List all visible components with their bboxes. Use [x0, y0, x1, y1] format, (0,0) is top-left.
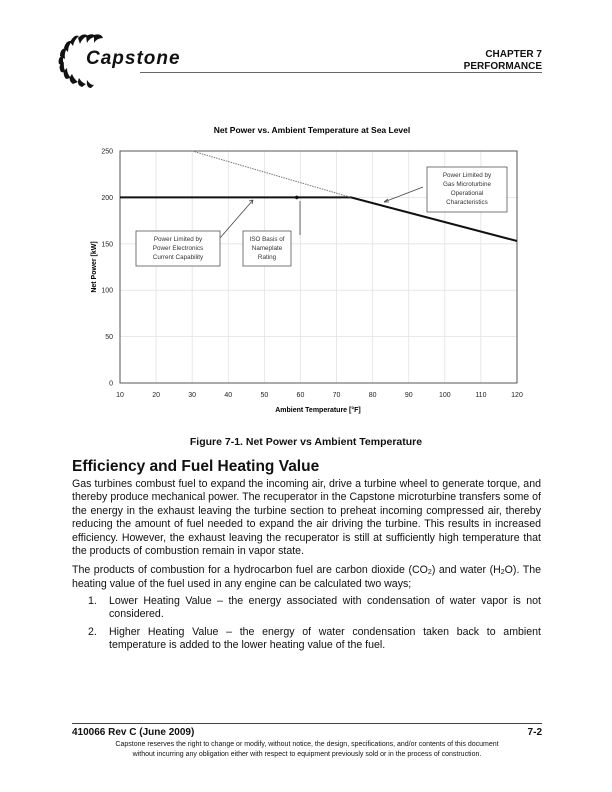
list-item-lhv [88, 595, 541, 622]
footer-disclaimer [72, 740, 542, 759]
footer-divider [72, 723, 542, 724]
svg-text:150: 150 [101, 241, 113, 249]
logo-text: Capstone [86, 48, 181, 69]
x-axis-ticks [116, 392, 523, 399]
chart-title: Net Power vs. Ambient Temperature at Sea Level [213, 125, 411, 135]
svg-text:250: 250 [101, 148, 113, 156]
svg-text:Gas Microturbine: Gas Microturbine [443, 181, 491, 188]
text-run: The products of combustion for a hydrocarbon fuel are carbon dioxide (CO [72, 564, 428, 576]
list-number: 1. [88, 595, 97, 607]
svg-text:Power Electronics: Power Electronics [152, 245, 204, 252]
svg-text:50: 50 [260, 392, 269, 399]
annotation-arrows [220, 187, 423, 238]
chapter-heading [464, 49, 542, 73]
net-power-chart [60, 115, 550, 425]
text-run: O). The heating value of the fuel used in any engine can be calculated two ways; [72, 564, 541, 591]
list-text: Lower Heating Value – the energy associated with condensation of water vapor is not considered. [109, 595, 541, 621]
svg-text:110: 110 [475, 392, 487, 399]
disclaimer-line: Capstone reserves the right to change or modify, without notice, the design, specifications, and/or contents of this document [115, 741, 499, 748]
annotation-boxes [136, 167, 507, 266]
svg-text:120: 120 [511, 392, 523, 399]
svg-text:100: 100 [101, 287, 113, 295]
x-axis-label: Ambient Temperature [°F] [275, 407, 361, 414]
y-axis-label: Net Power [kW] [91, 241, 98, 293]
subscript: 2 [427, 569, 432, 576]
page-number: 7-2 [527, 727, 542, 738]
chapter-title: PERFORMANCE [463, 61, 542, 72]
svg-text:Current Capability: Current Capability [152, 254, 204, 261]
svg-text:20: 20 [152, 392, 160, 399]
paragraph-combustion-products [72, 564, 541, 592]
chapter-number: CHAPTER 7 [485, 49, 542, 60]
svg-text:0: 0 [109, 380, 113, 388]
section-heading: Efficiency and Fuel Heating Value [72, 458, 320, 475]
y-axis-ticks [101, 149, 113, 388]
svg-text:Operational: Operational [450, 190, 484, 197]
svg-text:ISO Basis of: ISO Basis of [249, 236, 285, 243]
document-id: 410066 Rev C (June 2009) [72, 727, 195, 738]
svg-text:200: 200 [101, 194, 113, 202]
paragraph-recuperator: Gas turbines combust fuel to expand the incoming air, drive a turbine wheel to generate torque, and thereby produce mechanical power. The recuperator in the Capstone microturbine transfers some of the energy in the exhaust leaving the turbine section to preheat incoming compressed air, thereby reducing the amount of fuel needed to expand the air driving the turbine. This results in increased efficiency. However, the exhaust leaving the recuperator is still at sufficiently high temperature that the products of combustion remain in vapor state. [72, 478, 541, 558]
svg-text:Rating: Rating [257, 254, 277, 261]
text-run: ) and water (H [431, 564, 501, 576]
list-text: Higher Heating Value – the energy of water condensation taken back to ambient temperature is added to the lower heating value of the fuel. [109, 626, 541, 652]
svg-text:40: 40 [224, 392, 233, 399]
svg-text:10: 10 [116, 392, 124, 399]
svg-text:Characteristics: Characteristics [446, 199, 488, 206]
svg-text:Nameplate: Nameplate [251, 245, 283, 252]
list-item-hhv [88, 626, 541, 653]
svg-text:50: 50 [105, 334, 113, 342]
svg-text:100: 100 [438, 392, 451, 399]
svg-text:Power Limited by: Power Limited by [153, 236, 203, 243]
svg-text:80: 80 [368, 392, 377, 399]
svg-text:Power Limited by: Power Limited by [442, 172, 492, 179]
svg-text:70: 70 [332, 392, 341, 399]
svg-text:60: 60 [296, 392, 305, 399]
list-number: 2. [88, 626, 97, 638]
figure-caption: Figure 7-1. Net Power vs Ambient Temperature [189, 436, 423, 448]
subscript: 2 [500, 569, 505, 576]
disclaimer-line: without incurring any obligation either with respect to equipment previously sold or in the process of construction. [132, 750, 482, 758]
svg-text:30: 30 [188, 392, 197, 399]
svg-text:90: 90 [404, 392, 413, 399]
